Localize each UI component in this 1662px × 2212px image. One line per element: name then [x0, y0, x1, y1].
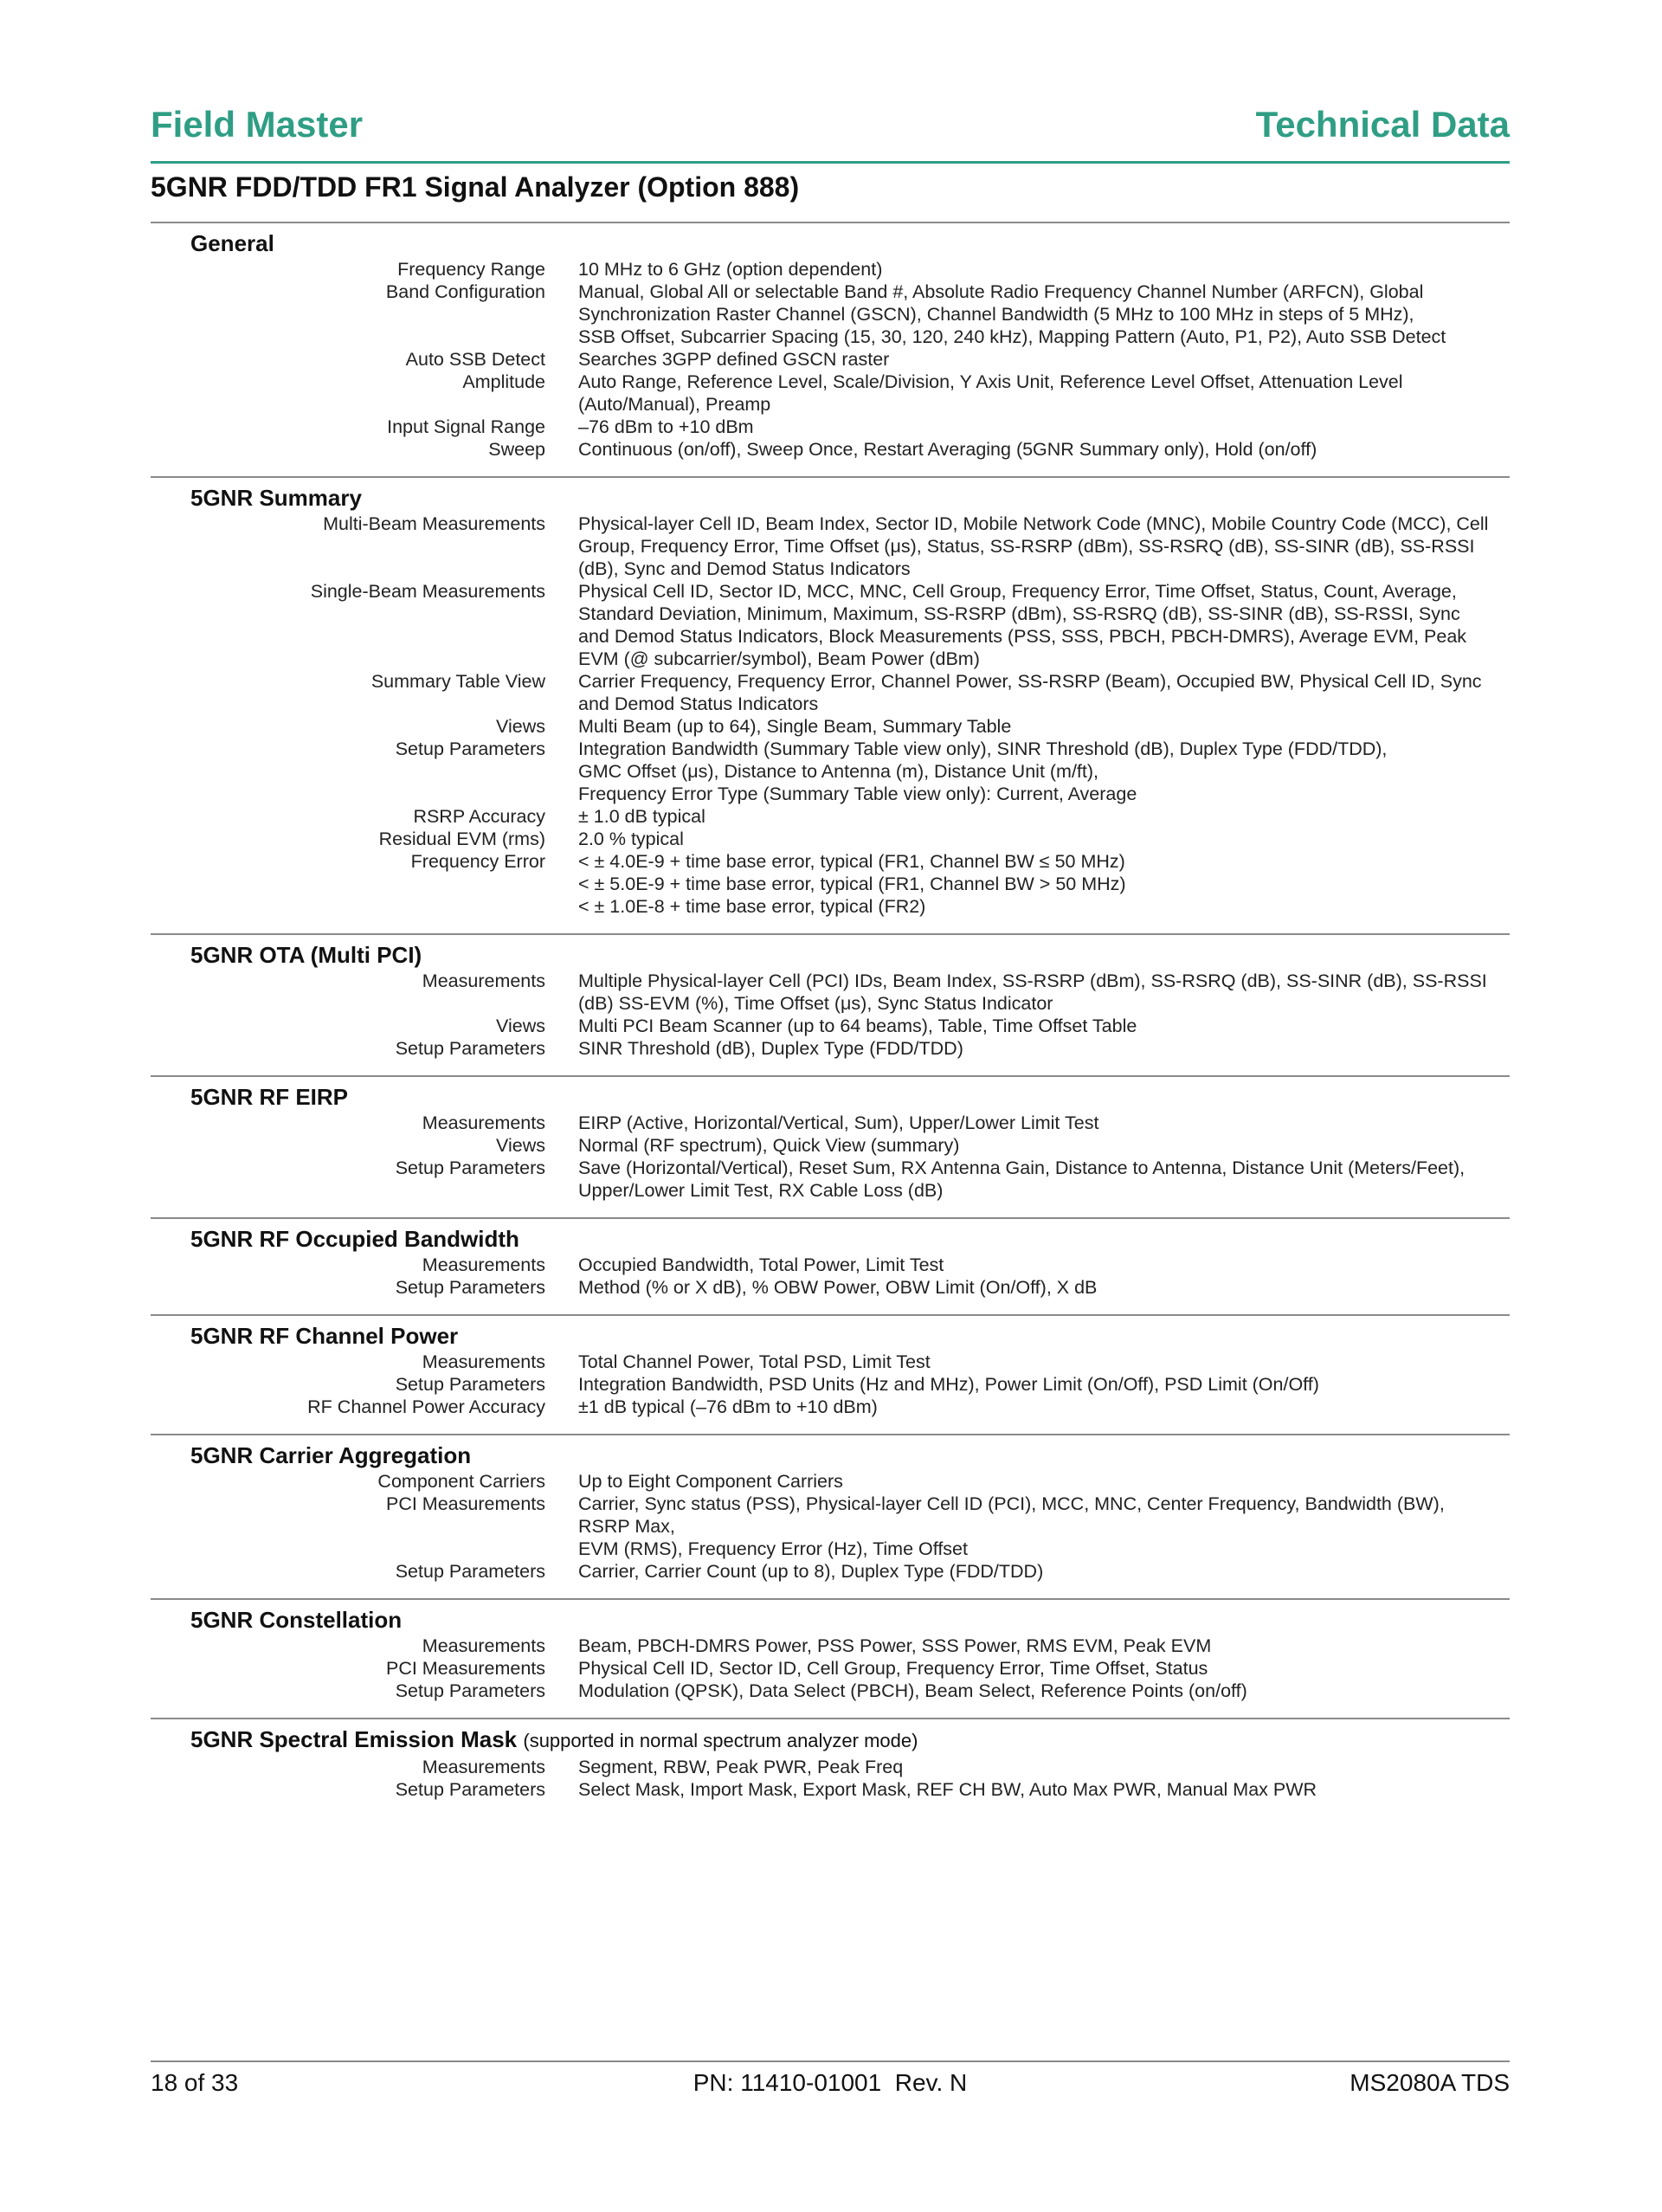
spec-label: Views	[496, 1135, 545, 1156]
spec-value	[578, 416, 1496, 438]
spec-value	[578, 1373, 1496, 1396]
spec-label: RSRP Accuracy	[413, 806, 545, 827]
spec-label: PCI Measurements	[385, 1493, 545, 1514]
spec-value	[578, 1134, 1496, 1157]
spec-value-line: EVM (RMS), Frequency Error (Hz), Time Offset	[578, 1538, 968, 1559]
spec-label: Frequency Range	[397, 259, 545, 280]
spec-value-line: Beam, PBCH-DMRS Power, PSS Power, SSS Power, RMS EVM, Peak EVM	[578, 1635, 1212, 1656]
spec-section	[151, 1718, 1510, 1816]
spec-label: Frequency Error	[410, 851, 545, 872]
spec-section	[151, 1075, 1510, 1217]
spec-value	[578, 738, 1496, 805]
spec-label: Amplitude	[462, 371, 545, 392]
spec-label: Setup Parameters	[395, 1158, 545, 1178]
spec-row	[151, 1037, 1510, 1060]
spec-value-line: Normal (RF spectrum), Quick View (summary)	[578, 1135, 960, 1156]
spec-value-line: Modulation (QPSK), Data Select (PBCH), Beam Select, Reference Points (on/off)	[578, 1680, 1247, 1701]
spec-label: PCI Measurements	[385, 1658, 545, 1679]
spec-label: Setup Parameters	[395, 738, 545, 759]
spec-label: Sweep	[488, 439, 545, 460]
spec-value	[578, 1157, 1496, 1202]
spec-section	[151, 1314, 1510, 1434]
spec-section	[151, 933, 1510, 1075]
section-heading	[190, 229, 1510, 258]
spec-value-line: EIRP (Active, Horizontal/Vertical, Sum), Upper/Lower Limit Test	[578, 1112, 1099, 1133]
spec-label: Setup Parameters	[395, 1680, 545, 1701]
spec-value	[578, 1778, 1496, 1801]
page-number: 18 of 33	[151, 2069, 239, 2096]
section-heading	[190, 1082, 1510, 1112]
spec-value	[578, 1015, 1496, 1037]
spec-value-line: Physical Cell ID, Sector ID, Cell Group, Frequency Error, Time Offset, Status	[578, 1658, 1208, 1679]
spec-label: Band Configuration	[385, 281, 545, 302]
page-footer	[151, 2060, 1510, 2106]
spec-value	[578, 850, 1496, 918]
spec-label: Setup Parameters	[395, 1277, 545, 1298]
spec-row	[151, 1373, 1510, 1396]
spec-label: Measurements	[422, 1254, 545, 1275]
spec-value	[578, 715, 1496, 738]
spec-value	[578, 258, 1496, 281]
spec-value-line: Segment, RBW, Peak PWR, Peak Freq	[578, 1757, 904, 1777]
spec-value	[578, 1470, 1496, 1493]
spec-row	[151, 805, 1510, 828]
section-heading	[190, 1224, 1510, 1254]
spec-value	[578, 670, 1496, 715]
spec-value-line: Carrier, Sync status (PSS), Physical-layer Cell ID (PCI), MCC, MNC, Center Frequency, Bandwidth (BW), RSRP Max,	[578, 1493, 1445, 1537]
spec-value-line: Physical-layer Cell ID, Beam Index, Sector ID, Mobile Network Code (MNC), Mobile Country Code (MCC), Cell Group, Frequency Error, Time Offset (μs), Status, SS-RSRP (dBm), SS-RSRQ (dB), SS-SINR (dB), SS-RSSI (dB), Sync and Demod Status Indicators	[578, 513, 1489, 579]
spec-label: Measurements	[422, 1757, 545, 1777]
spec-row	[151, 1493, 1510, 1560]
spec-value-line: Up to Eight Component Carriers	[578, 1471, 843, 1492]
spec-value	[578, 1635, 1496, 1657]
spec-section	[151, 1217, 1510, 1314]
spec-value-line: 10 MHz to 6 GHz (option dependent)	[578, 259, 883, 280]
section-heading-text: 5GNR Spectral Emission Mask	[190, 1726, 518, 1752]
spec-row	[151, 1157, 1510, 1202]
spec-label: Measurements	[422, 971, 545, 991]
spec-value-line: –76 dBm to +10 dBm	[578, 416, 754, 437]
spec-label: Residual EVM (rms)	[378, 829, 545, 849]
spec-label: Measurements	[422, 1351, 545, 1372]
section-note: (supported in normal spectrum analyzer mode)	[523, 1730, 918, 1751]
spec-label: Measurements	[422, 1112, 545, 1133]
spec-value-line: Multi PCI Beam Scanner (up to 64 beams), Table, Time Offset Table	[578, 1016, 1137, 1036]
spec-value-line: Integration Bandwidth (Summary Table view only), SINR Threshold (dB), Duplex Type (FDD/TDD),	[578, 738, 1388, 759]
spec-value-line: Occupied Bandwidth, Total Power, Limit Test	[578, 1254, 944, 1275]
spec-value-line: Multiple Physical-layer Cell (PCI) IDs, Beam Index, SS-RSRP (dBm), SS-RSRQ (dB), SS-SINR (dB), SS-RSSI (dB) SS-EVM (%), Time Offset (μs), Sync Status Indicator	[578, 971, 1487, 1014]
spec-label: Auto SSB Detect	[405, 349, 545, 370]
section-heading-text: General	[190, 230, 274, 256]
spec-value	[578, 1112, 1496, 1134]
spec-row	[151, 1396, 1510, 1418]
spec-value	[578, 805, 1496, 828]
spec-section	[151, 222, 1510, 476]
spec-row	[151, 416, 1510, 438]
spec-value-line: SSB Offset, Subcarrier Spacing (15, 30, 120, 240 kHz), Mapping Pattern (Auto, P1, P2), Auto SSB Detect	[578, 326, 1446, 347]
section-heading	[190, 1605, 1510, 1635]
spec-value	[578, 970, 1496, 1015]
section-heading-text: 5GNR RF Channel Power	[190, 1323, 459, 1349]
spec-value-line: Carrier Frequency, Frequency Error, Channel Power, SS-RSRP (Beam), Occupied BW, Physical Cell ID, Sync and Demod Status Indicators	[578, 671, 1482, 714]
spec-value-line: Physical Cell ID, Sector ID, MCC, MNC, Cell Group, Frequency Error, Time Offset, Status, Count, Average, Standard Deviation, Minimum, Maximum, SS-RSRP (dBm), SS-RSRQ (dB), SS-SINR (dB), SS-RSSI, Sync and Demod Status Indicators, Block Measurements (PSS, SSS, PBCH, PBCH-DMRS), Average EVM, Peak EVM (@ subcarrier/symbol), Beam Power (dBm)	[578, 581, 1467, 669]
section-heading-text: 5GNR OTA (Multi PCI)	[190, 942, 422, 968]
spec-value-line: < ± 1.0E-8 + time base error, typical (FR2)	[578, 896, 926, 917]
spec-value-line: ± 1.0 dB typical	[578, 806, 705, 827]
spec-value-line: Save (Horizontal/Vertical), Reset Sum, RX Antenna Gain, Distance to Antenna, Distance Unit (Meters/Feet), Upper/Lower Limit Test, RX Cable Loss (dB)	[578, 1158, 1466, 1201]
spec-value	[578, 438, 1496, 461]
section-heading	[190, 1321, 1510, 1351]
spec-label: Views	[496, 1016, 545, 1036]
spec-row	[151, 1015, 1510, 1037]
spec-row	[151, 281, 1510, 348]
spec-value-line: Manual, Global All or selectable Band #, Absolute Radio Frequency Channel Number (ARFCN), Global Synchronization Raster Channel (GSCN), Channel Bandwidth (5 MHz to 100 MHz in steps of 5 MHz),	[578, 281, 1424, 325]
spec-value	[578, 348, 1496, 371]
spec-row	[151, 1657, 1510, 1680]
spec-value-line: 2.0 % typical	[578, 829, 684, 849]
spec-row	[151, 1635, 1510, 1657]
spec-value	[578, 1037, 1496, 1060]
spec-value-line: Select Mask, Import Mask, Export Mask, REF CH BW, Auto Max PWR, Manual Max PWR	[578, 1779, 1317, 1800]
spec-row	[151, 438, 1510, 461]
spec-row	[151, 1778, 1510, 1801]
spec-row	[151, 371, 1510, 416]
spec-value	[578, 1493, 1496, 1560]
spec-label: Setup Parameters	[395, 1038, 545, 1059]
spec-value-line: Total Channel Power, Total PSD, Limit Test	[578, 1351, 931, 1372]
section-title-header: Technical Data	[1255, 104, 1510, 145]
spec-value	[578, 828, 1496, 850]
spec-section	[151, 1598, 1510, 1718]
section-heading	[190, 483, 1510, 513]
spec-row	[151, 348, 1510, 371]
spec-label: Measurements	[422, 1635, 545, 1656]
spec-value	[578, 580, 1496, 670]
spec-row	[151, 670, 1510, 715]
spec-value	[578, 1657, 1496, 1680]
spec-value	[578, 1396, 1496, 1418]
spec-value	[578, 1351, 1496, 1373]
spec-value-line: Carrier, Carrier Count (up to 8), Duplex Type (FDD/TDD)	[578, 1561, 1044, 1582]
spec-value	[578, 1560, 1496, 1583]
spec-label: Single-Beam Measurements	[310, 581, 545, 602]
spec-value	[578, 371, 1496, 416]
spec-label: Multi-Beam Measurements	[323, 513, 545, 534]
spec-label: Setup Parameters	[395, 1374, 545, 1395]
section-heading-text: 5GNR RF EIRP	[190, 1084, 349, 1110]
brand-title: Field Master	[151, 104, 364, 145]
spec-value	[578, 513, 1496, 580]
spec-label: Setup Parameters	[395, 1561, 545, 1582]
spec-label: Input Signal Range	[387, 416, 545, 437]
section-heading-text: 5GNR RF Occupied Bandwidth	[190, 1226, 519, 1252]
spec-row	[151, 850, 1510, 918]
spec-value	[578, 1680, 1496, 1702]
part-number: PN: 11410-01001 Rev. N	[692, 2069, 968, 2096]
spec-row	[151, 580, 1510, 670]
spec-value-line: Multi Beam (up to 64), Single Beam, Summary Table	[578, 716, 1012, 737]
spec-row	[151, 970, 1510, 1015]
spec-row	[151, 715, 1510, 738]
spec-value-line: < ± 4.0E-9 + time base error, typical (FR1, Channel BW ≤ 50 MHz)	[578, 851, 1125, 872]
spec-label: Summary Table View	[370, 671, 545, 692]
spec-label: RF Channel Power Accuracy	[307, 1396, 545, 1417]
section-heading-text: 5GNR Carrier Aggregation	[190, 1442, 472, 1468]
spec-row	[151, 738, 1510, 805]
spec-value	[578, 1276, 1496, 1299]
spec-value	[578, 1756, 1496, 1778]
spec-label: Views	[496, 716, 545, 737]
spec-value	[578, 281, 1496, 348]
spec-content	[151, 222, 1510, 1816]
section-heading-text: 5GNR Summary	[190, 485, 362, 511]
spec-row	[151, 1560, 1510, 1583]
spec-section	[151, 1434, 1510, 1598]
section-heading	[190, 940, 1510, 970]
spec-value-line: ±1 dB typical (–76 dBm to +10 dBm)	[578, 1396, 878, 1417]
spec-value-line: Searches 3GPP defined GSCN raster	[578, 349, 890, 370]
page-header	[151, 100, 1510, 164]
spec-row	[151, 828, 1510, 850]
page-title: 5GNR FDD/TDD FR1 Signal Analyzer (Option 888)	[151, 171, 800, 203]
spec-row	[151, 258, 1510, 281]
spec-value-line: GMC Offset (μs), Distance to Antenna (m), Distance Unit (m/ft),	[578, 761, 1099, 782]
spec-value-line: Integration Bandwidth, PSD Units (Hz and MHz), Power Limit (On/Off), PSD Limit (On/Off)	[578, 1374, 1319, 1395]
spec-value-line: SINR Threshold (dB), Duplex Type (FDD/TDD)	[578, 1038, 963, 1059]
section-heading-text: 5GNR Constellation	[190, 1607, 403, 1633]
spec-row	[151, 1112, 1510, 1134]
spec-value-line: Continuous (on/off), Sweep Once, Restart Averaging (5GNR Summary only), Hold (on/off)	[578, 439, 1317, 460]
spec-row	[151, 1351, 1510, 1373]
spec-value-line: < ± 5.0E-9 + time base error, typical (FR1, Channel BW > 50 MHz)	[578, 874, 1126, 894]
spec-value-line: Auto Range, Reference Level, Scale/Division, Y Axis Unit, Reference Level Offset, Attenuation Level (Auto/Manual), Preamp	[578, 371, 1403, 415]
spec-row	[151, 1276, 1510, 1299]
spec-value	[578, 1254, 1496, 1276]
spec-value-line: Method (% or X dB), % OBW Power, OBW Limit (On/Off), X dB	[578, 1277, 1098, 1298]
spec-label: Setup Parameters	[395, 1779, 545, 1800]
spec-row	[151, 1470, 1510, 1493]
section-heading	[190, 1725, 1510, 1756]
spec-value-line: Frequency Error Type (Summary Table view only): Current, Average	[578, 784, 1137, 804]
spec-row	[151, 1756, 1510, 1778]
spec-row	[151, 513, 1510, 580]
section-heading	[190, 1441, 1510, 1470]
spec-section	[151, 476, 1510, 933]
spec-label: Component Carriers	[377, 1471, 545, 1492]
spec-row	[151, 1134, 1510, 1157]
spec-row	[151, 1254, 1510, 1276]
document-id: MS2080A TDS	[1350, 2069, 1510, 2096]
spec-row	[151, 1680, 1510, 1702]
